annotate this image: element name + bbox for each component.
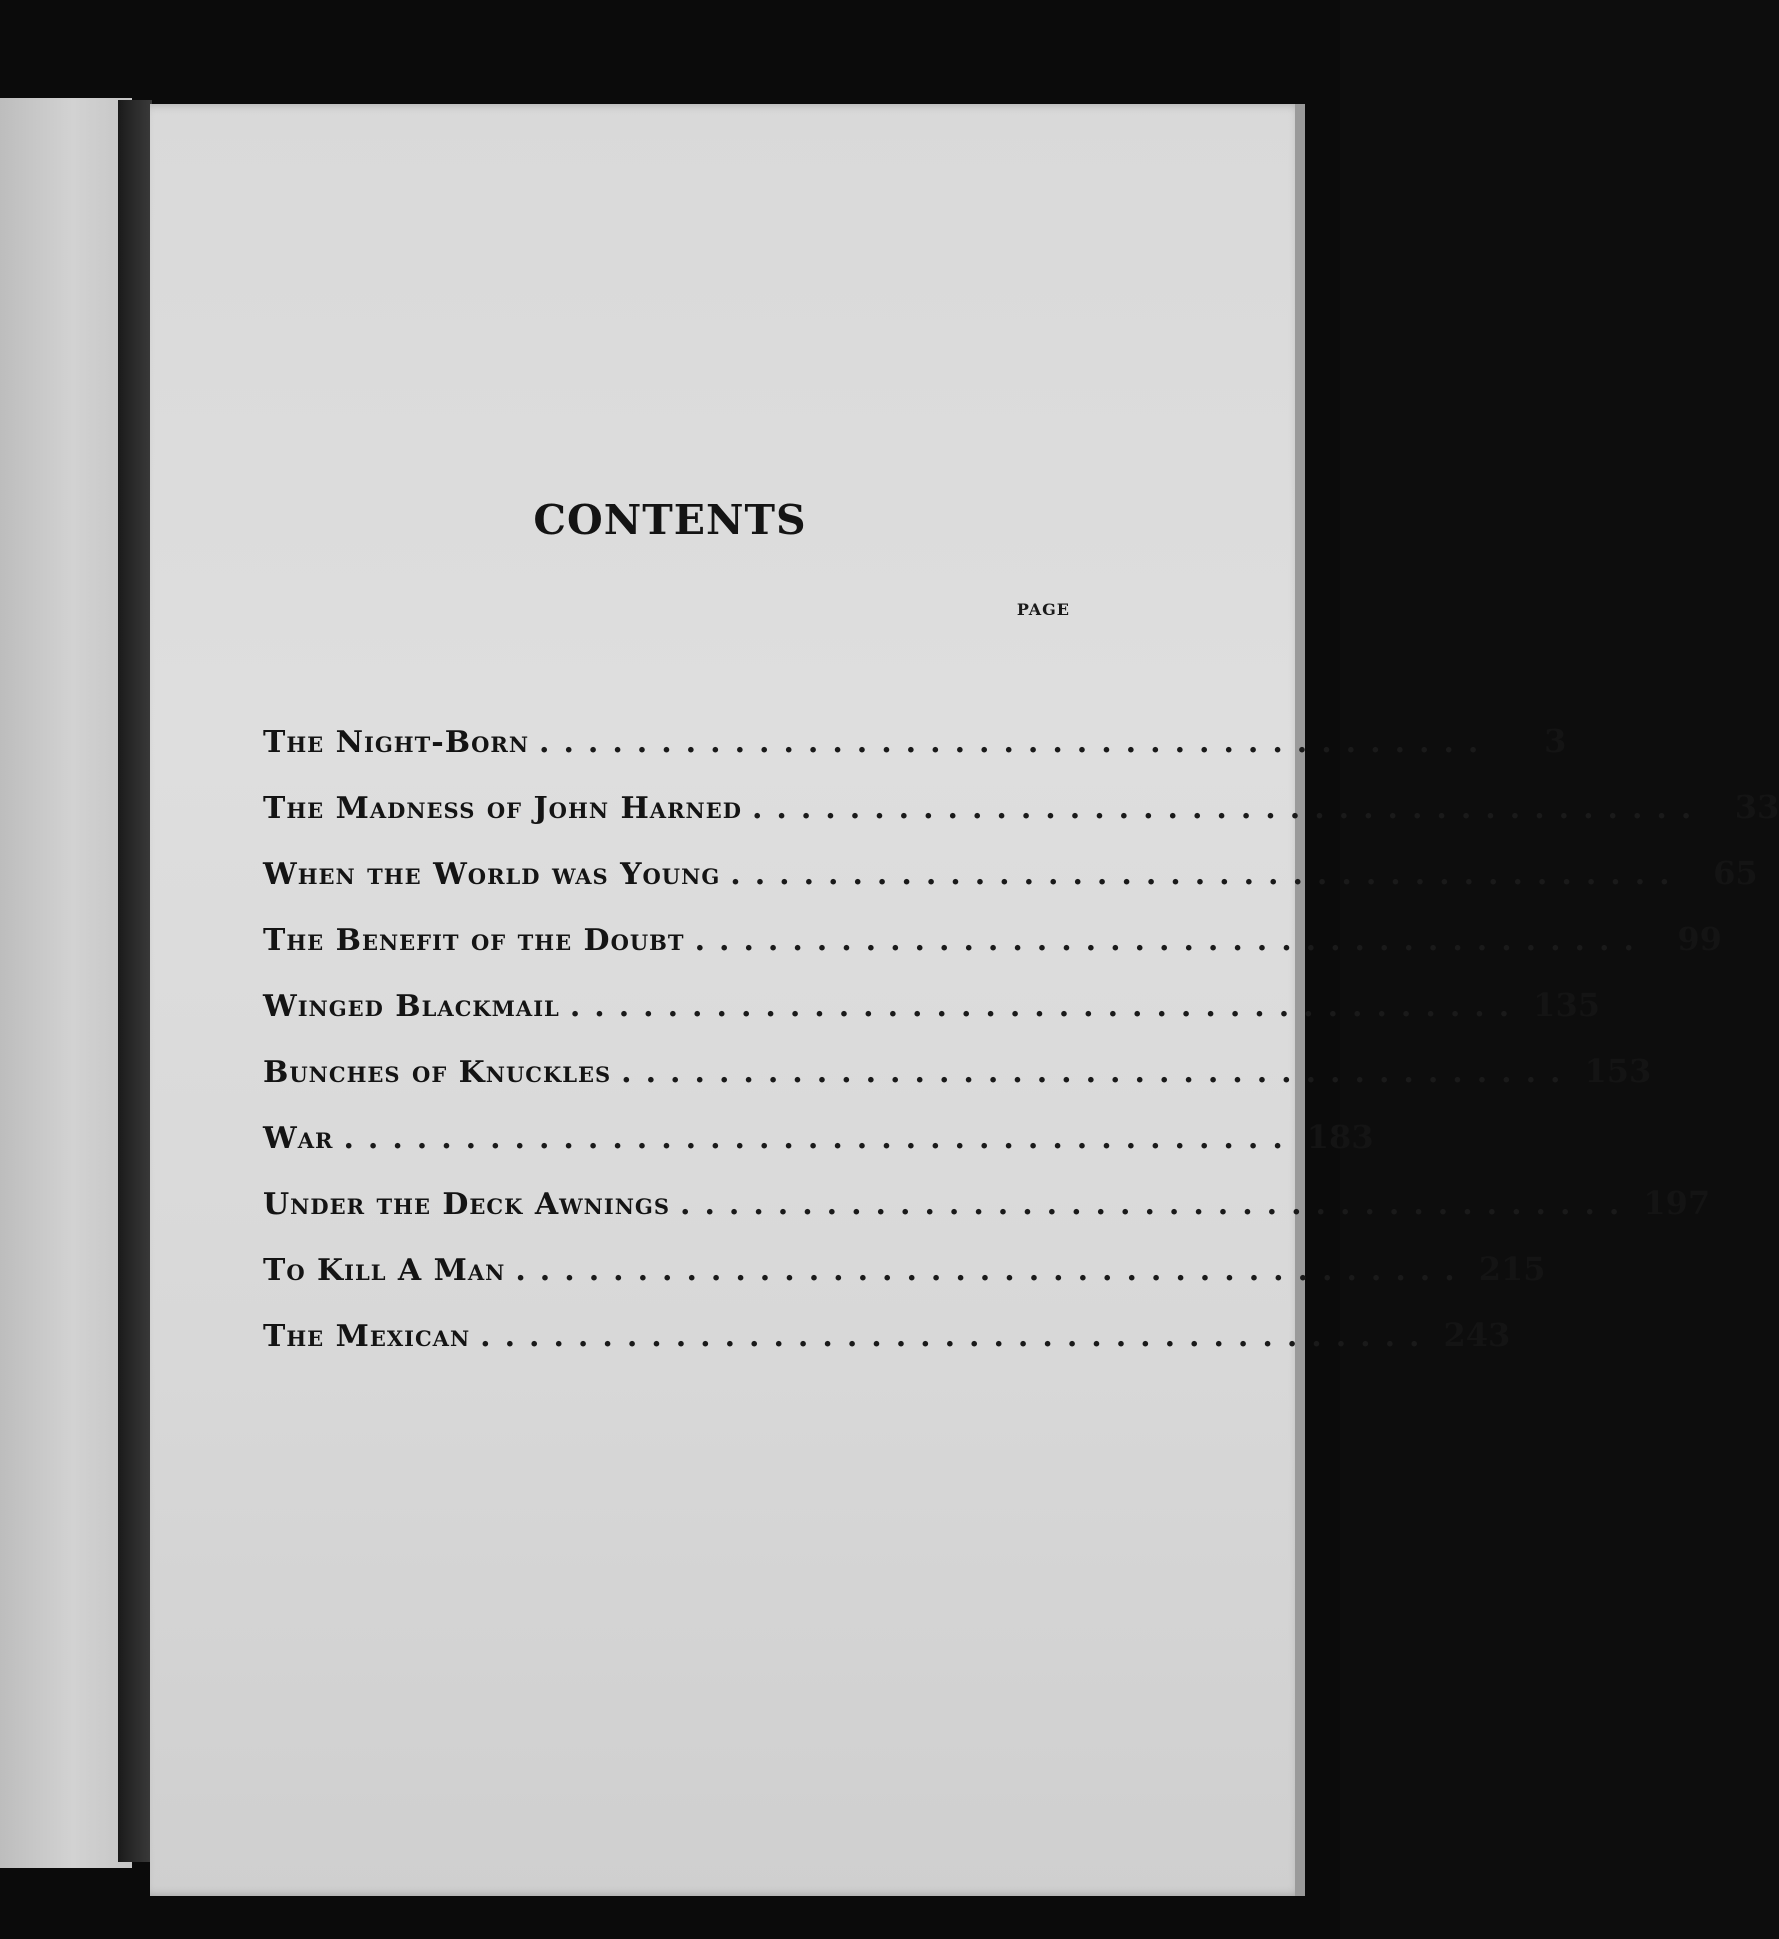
dot-leader: ....................................... xyxy=(343,1121,1297,1156)
dot-leader: ....................................... xyxy=(539,725,1493,760)
dot-leader: ....................................... xyxy=(569,989,1524,1024)
dot-leader: ....................................... xyxy=(480,1319,1434,1354)
contents-entry xyxy=(263,1118,1374,1184)
contents-entry xyxy=(263,722,1567,788)
entry-title: Bunches of Knuckles xyxy=(263,1055,612,1090)
entry-title: To Kill A Man xyxy=(263,1253,506,1288)
book-gutter xyxy=(118,100,152,1862)
left-page-edge xyxy=(0,98,132,1868)
page-column-label: PAGE xyxy=(1016,600,1070,619)
entry-title: The Benefit of the Doubt xyxy=(263,923,685,958)
entry-page-number: 3 xyxy=(1544,722,1567,760)
entry-page-number: 153 xyxy=(1584,1052,1652,1090)
contents-page xyxy=(150,104,1779,1896)
dot-leader: ....................................... xyxy=(621,1055,1575,1090)
entry-page-number: 243 xyxy=(1443,1316,1511,1354)
dot-leader: ....................................... xyxy=(694,923,1648,958)
entry-page-number: 99 xyxy=(1677,920,1722,958)
contents-entry xyxy=(263,854,1758,920)
entry-title: War xyxy=(263,1121,334,1156)
contents-entry xyxy=(263,1250,1546,1316)
dot-leader: ....................................... xyxy=(680,1187,1634,1222)
entry-page-number: 65 xyxy=(1713,854,1758,892)
contents-heading: CONTENTS xyxy=(533,496,807,544)
entry-page-number: 183 xyxy=(1306,1118,1374,1156)
contents-list xyxy=(263,722,1779,1382)
contents-entry xyxy=(263,1184,1711,1250)
contents-entry xyxy=(263,986,1600,1052)
entry-title: Under the Deck Awnings xyxy=(263,1187,670,1222)
dot-leader: ....................................... xyxy=(751,791,1706,826)
entry-page-number: 197 xyxy=(1643,1184,1711,1222)
entry-title: The Madness of John Harned xyxy=(263,791,742,826)
contents-entry xyxy=(263,788,1779,854)
entry-title: Winged Blackmail xyxy=(263,989,560,1024)
contents-entry xyxy=(263,1316,1511,1382)
dot-leader: ....................................... xyxy=(515,1253,1469,1288)
entry-title: The Night-Born xyxy=(263,725,530,760)
entry-page-number: 215 xyxy=(1478,1250,1546,1288)
contents-entry xyxy=(263,1052,1652,1118)
entry-page-number: 33 xyxy=(1734,788,1779,826)
entry-page-number: 135 xyxy=(1533,986,1600,1024)
entry-title: When the World was Young xyxy=(263,857,721,892)
dot-leader: ....................................... xyxy=(730,857,1684,892)
entry-title: The Mexican xyxy=(263,1319,471,1354)
contents-entry xyxy=(263,920,1722,986)
